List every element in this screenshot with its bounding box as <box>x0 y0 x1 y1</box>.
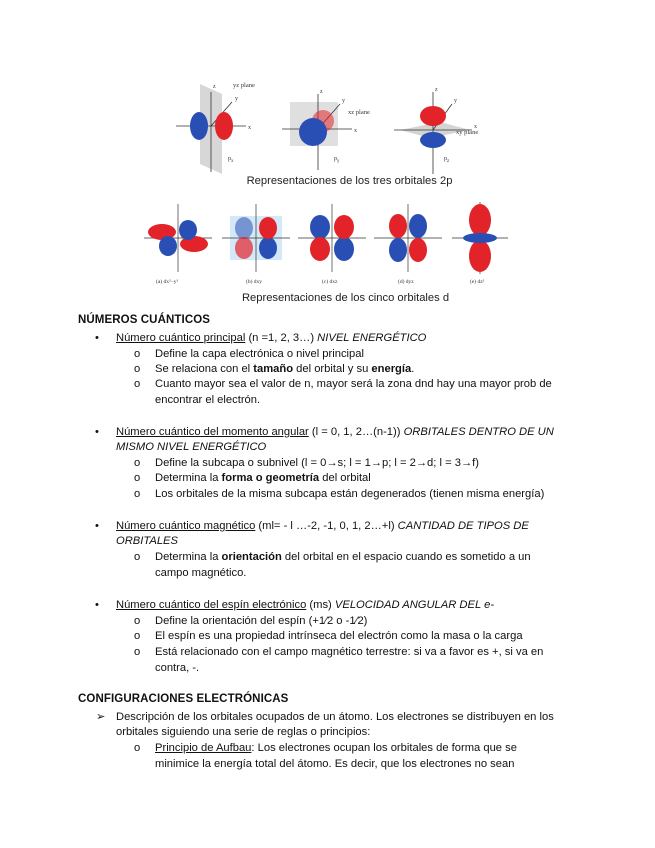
svg-text:z: z <box>320 89 323 95</box>
svg-text:z: z <box>435 87 438 93</box>
principal-item-3-cont: encontrar el electrón. <box>155 394 261 406</box>
angular-tail-2: MISMO NIVEL ENERGÉTICO <box>116 441 267 453</box>
sub-bullet: o <box>134 551 141 563</box>
svg-text:pz: $p_z$ <box>444 156 450 164</box>
text-part: . <box>411 363 415 375</box>
text-part: Determina la <box>155 551 222 563</box>
aufbau-line <box>155 741 517 755</box>
svg-text:x: x <box>474 124 477 130</box>
angular-item-1: Define la subcapa o subnivel (l = 0→s; l = 1→p; l = 2→d; l = 3→f) <box>155 457 479 469</box>
svg-text:x: x <box>248 125 251 131</box>
principal-item-2 <box>155 362 414 376</box>
sub-bullet: o <box>134 348 141 360</box>
sub-bullet: o <box>134 457 141 469</box>
text-part: Determina la <box>155 472 222 484</box>
dxy-orbital-diagram <box>222 204 290 285</box>
dyz-orbital-diagram <box>374 204 442 285</box>
bullet <box>95 519 99 533</box>
svg-text:y: y <box>342 98 345 104</box>
bullet <box>95 331 99 345</box>
dz2-orbital-diagram <box>452 202 508 285</box>
sub-bullet: o <box>134 615 141 627</box>
principal-range: (n =1, 2, 3…) <box>245 332 318 344</box>
angular-tail: ORBITALES DENTRO DE UN <box>403 426 554 438</box>
angular-link[interactable]: Número cuántico del momento angular <box>116 426 309 438</box>
svg-text:y: y <box>454 98 457 104</box>
magnetico-item-1-cont: campo magnético. <box>155 567 247 579</box>
bold-part: orientación <box>221 551 282 563</box>
angular-item-2 <box>155 471 371 485</box>
aufbau-rest: : Los electrones ocupan los orbitales de forma que se <box>251 742 517 754</box>
arrow-bullet-icon: ➢ <box>96 711 106 723</box>
espin-line <box>116 598 494 612</box>
bullet <box>95 598 99 612</box>
svg-text:(d) dyz: (d) dyz <box>398 279 414 285</box>
svg-text:xz plane: xz plane <box>348 109 370 116</box>
principal-link[interactable]: Número cuántico principal <box>116 332 246 344</box>
espin-item-2: El espín es una propiedad intrínseca del electrón como la masa o la carga <box>155 630 523 642</box>
config-desc-2: orbitales siguiendo una serie de reglas o principios: <box>116 726 371 738</box>
svg-text:py: $p_y$ <box>334 156 340 164</box>
svg-text:(e) dz²: (e) dz² <box>470 279 485 285</box>
bold-part: forma o geometría <box>221 472 320 484</box>
angular-line <box>116 425 554 439</box>
dxz-orbital-diagram <box>298 204 366 285</box>
sub-bullet: o <box>134 742 141 754</box>
svg-text:px: $p_x$ <box>228 156 234 164</box>
py-orbital-diagram <box>282 89 370 170</box>
svg-text:x: x <box>354 128 357 134</box>
p-orbitals-caption: Representaciones de los tres orbitales 2p <box>246 175 453 187</box>
aufbau-link[interactable]: Principio de Aufbau <box>155 742 252 754</box>
magnetico-line <box>116 519 529 533</box>
magnetico-item-1 <box>155 550 531 564</box>
numeros-cuanticos-heading: NÚMEROS CUÁNTICOS <box>78 314 211 326</box>
sub-bullet: o <box>134 363 141 375</box>
svg-text:(c) dxz: (c) dxz <box>322 279 338 285</box>
sub-bullet: o <box>134 646 141 658</box>
sub-bullet: o <box>134 472 141 484</box>
bullet <box>95 425 99 439</box>
magnetico-tail-2: ORBITALES <box>116 535 178 547</box>
d-orbitals-caption: Representaciones de los cinco orbitales d <box>241 292 450 304</box>
text-part: del orbital en el espacio cuando es sometido a un <box>281 551 531 563</box>
sub-bullet: o <box>134 488 141 500</box>
svg-text:y: y <box>235 96 238 102</box>
bold-part: energía <box>371 363 412 375</box>
bold-part: tamaño <box>253 363 294 375</box>
svg-text:(a) dx²−y²: (a) dx²−y² <box>156 279 179 285</box>
pz-orbital-diagram <box>394 87 478 174</box>
principal-line <box>116 331 426 345</box>
svg-text:yz plane: yz plane <box>233 82 255 89</box>
svg-text:xy plane: xy plane <box>456 129 479 136</box>
px-orbital-diagram <box>176 82 255 174</box>
principal-item-1: Define la capa electrónica o nivel principal <box>155 348 364 360</box>
text-part: del orbital y su <box>293 363 372 375</box>
espin-link[interactable]: Número cuántico del espín electrónico <box>116 599 307 611</box>
config-desc-1: Descripción de los orbitales ocupados de un átomo. Los electrones se distribuyen en los <box>116 711 554 723</box>
espin-range: (ms) <box>306 599 335 611</box>
principal-tail: NIVEL ENERGÉTICO <box>317 332 427 344</box>
text-part: del orbital <box>319 472 371 484</box>
espin-tail: VELOCIDAD ANGULAR DEL e- <box>334 599 495 611</box>
angular-item-3: Los orbitales de la misma subcapa están degenerados (tienen misma energía) <box>155 488 545 500</box>
angular-range: (l = 0, 1, 2…(n-1)) <box>308 426 404 438</box>
espin-item-3: Está relacionado con el campo magnético terrestre: si va a favor es +, si va en <box>155 646 544 658</box>
espin-item-1: Define la orientación del espín (+1⁄2 o -1⁄2) <box>155 615 368 627</box>
magnetico-link[interactable]: Número cuántico magnético <box>116 520 256 532</box>
dx2y2-orbital-diagram <box>144 204 212 285</box>
principal-item-3: Cuanto mayor sea el valor de n, mayor será la zona dnd hay una mayor prob de <box>155 378 552 390</box>
magnetico-range: (ml= - l …-2, -1, 0, 1, 2…+l) <box>255 520 398 532</box>
svg-text:z: z <box>213 84 216 90</box>
configuraciones-heading: CONFIGURACIONES ELECTRÓNICAS <box>78 693 289 705</box>
magnetico-tail: CANTIDAD DE TIPOS DE <box>397 520 529 532</box>
sub-bullet: o <box>134 378 141 390</box>
text-part: Se relaciona con el <box>155 363 254 375</box>
espin-item-3-cont: contra, -. <box>155 662 200 674</box>
svg-text:(b) dxy: (b) dxy <box>246 279 263 285</box>
aufbau-line-2: minimice la energía total del átomo. Es decir, que los electrones no sean <box>155 758 515 770</box>
sub-bullet: o <box>134 630 141 642</box>
